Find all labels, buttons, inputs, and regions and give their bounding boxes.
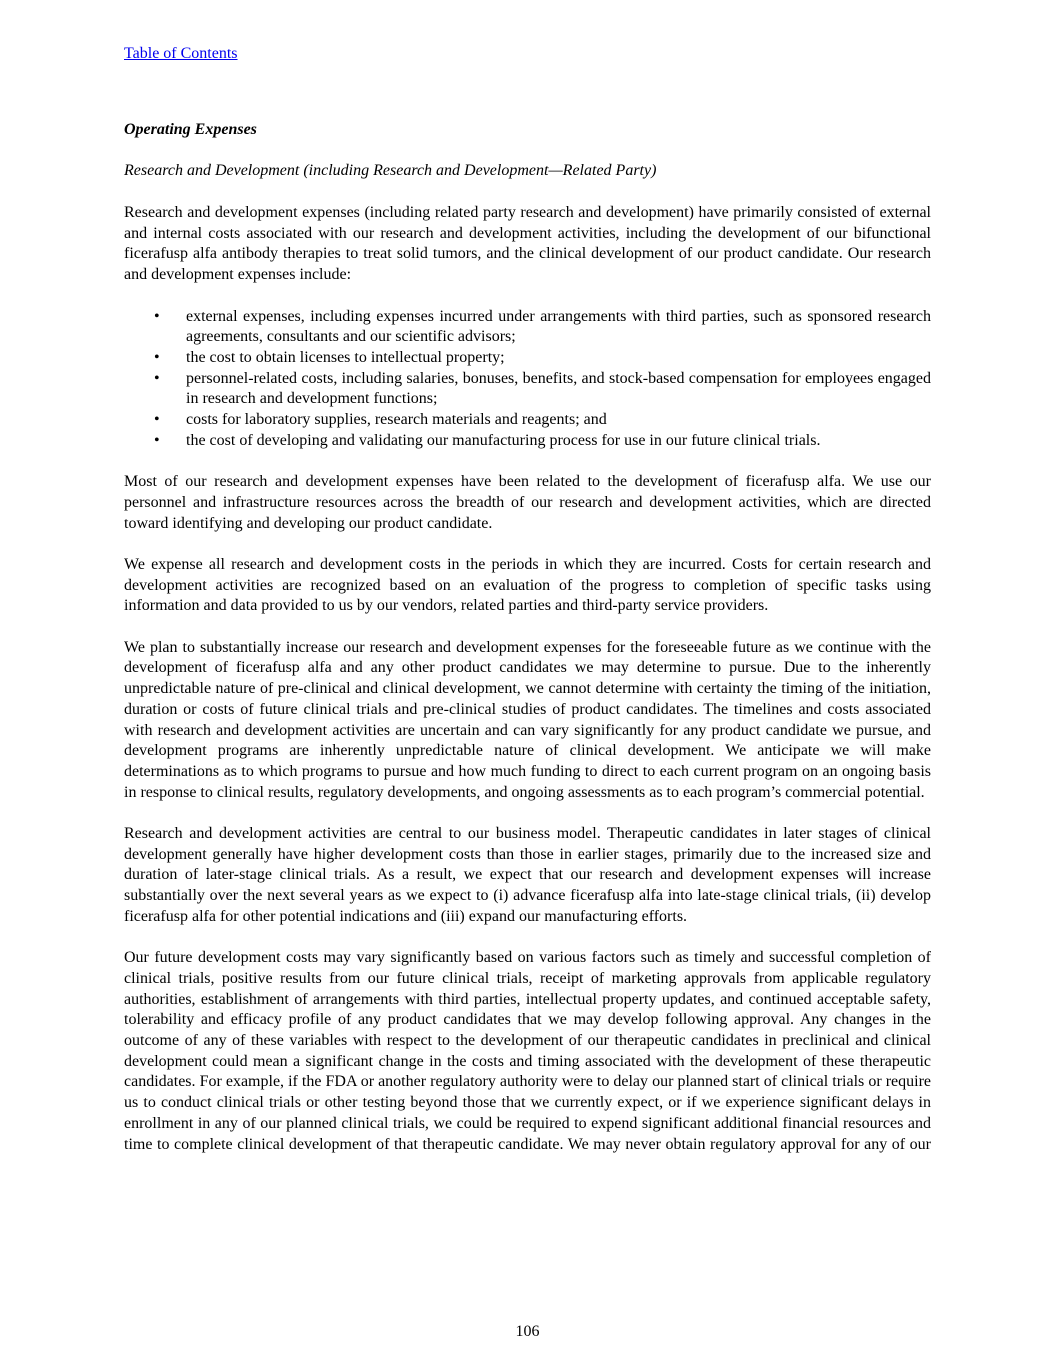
list-item: • external expenses, including expenses incurred under arrangements with third parties, such as sponsored research agreements, consultants and our scientific advisors; (154, 307, 931, 346)
paragraph: We plan to substantially increase our research and development expenses for the foreseeable future as we continue with the development of ficerafusp alfa and any other product candidates we may determine to pursue. Due to the inherently unpredictable nature of pre-clinical and clinical development, we cannot determine with certainty the timing of the initiation, duration or costs of future clinical trials and pre-clinical studies of product candidates. The timelines and costs associated with research and development activities are uncertain and can vary significantly for any product candidate we pursue, and development programs are inherently unpredictable nature of clinical development. We anticipate we will make determinations as to which programs to pursue and how much funding to direct to each current program on an ongoing basis in response to clinical results, regulatory developments, and ongoing assessments as to each program’s commercial potential. (124, 638, 931, 801)
list-item: • personnel-related costs, including salaries, bonuses, benefits, and stock-based compensation for employees engaged in research and development functions; (154, 369, 931, 408)
expense-bullet-list (124, 307, 931, 452)
list-item: • the cost to obtain licenses to intellectual property; (124, 348, 931, 369)
bullet-icon: • (154, 307, 160, 325)
section-subheading: Research and Development (including Research and Development—Related Party) (124, 162, 657, 179)
section-heading: Operating Expenses (124, 121, 257, 138)
paragraph: We expense all research and development costs in the periods in which they are incurred. Costs for certain research and development activities are recognized based on an evaluation of the progress to completion of specific tasks using information and data provided to us by our vendors, related parties and third-party service providers. (124, 555, 931, 615)
bullet-icon: • (154, 369, 160, 387)
paragraph: Research and development activities are central to our business model. Therapeutic candidates in later stages of clinical development generally have higher development costs than those in earlier stages, primarily due to the increased size and duration of later-stage clinical trials. As a result, we expect that our research and development expenses will increase substantially over the next several years as we expect to (i) advance ficerafusp alfa into late-stage clinical trials, (ii) develop ficerafusp alfa for other potential indications and (iii) expand our manufacturing efforts. (124, 825, 931, 925)
bullet-icon: • (154, 431, 160, 449)
page-number: 106 (515, 1323, 540, 1340)
paragraph: Most of our research and development expenses have been related to the development of ficerafusp alfa. We use our personnel and infrastructure resources across the breadth of our research and development activities, which are directed toward identifying and developing our product candidate. (124, 473, 931, 532)
paragraph: Our future development costs may vary significantly based on various factors such as timely and successful completion of clinical trials, positive results from our future clinical trials, receipt of marketing approvals from applicable regulatory authorities, establishment of arrangements with third parties, intellectual property updates, and continued acceptable safety, tolerability and efficacy profile of any product candidates that we may develop following approval. Any changes in the outcome of any of these variables with respect to the development of our therapeutic candidates in preclinical and clinical development could mean a significant change in the costs and timing associated with the development of these therapeutic candidates. For example, if the FDA or another regulatory authority were to delay our planned start of clinical trials or require us to conduct clinical trials or other testing beyond those that we currently expect, or if we experience significant delays in enrollment in any of our planned clinical trials, we could be required to expend significant additional financial resources and time to complete clinical development of that therapeutic candidate. We may never obtain regulatory approval for any of our (124, 949, 931, 1153)
list-item: • the cost of developing and validating our manufacturing process for use in our future clinical trials. (124, 431, 931, 452)
paragraph-intro: Research and development expenses (including related party research and development) have primarily consisted of external and internal costs associated with our research and development activities, including the development of our bifunctional ficerafusp alfa antibody therapies to treat solid tumors, and the clinical development of our product candidate. Our research and development expenses include: (124, 204, 931, 284)
bullet-icon: • (154, 411, 160, 429)
list-item: • costs for laboratory supplies, research materials and reagents; and (124, 410, 931, 431)
bullet-icon: • (154, 348, 160, 366)
body-text (124, 203, 931, 1176)
table-of-contents-link[interactable]: Table of Contents (124, 45, 238, 62)
